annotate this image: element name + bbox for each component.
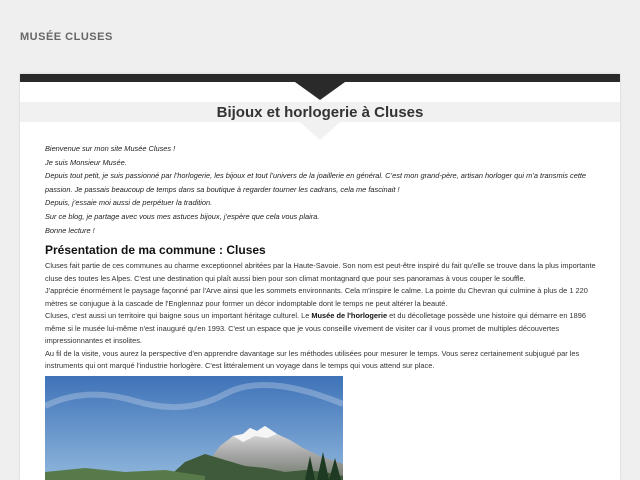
intro-line: Je suis Monsieur Musée. xyxy=(45,157,127,167)
intro-line: Bienvenue sur mon site Musée Cluses ! xyxy=(45,144,176,153)
page-title: Bijoux et horlogerie à Cluses xyxy=(216,104,424,121)
museum-link[interactable]: Musée de l'horlogerie xyxy=(311,311,388,320)
intro-line: Bonne lecture ! xyxy=(45,225,95,235)
site-title[interactable]: MUSÉE CLUSES xyxy=(20,31,113,43)
top-bar-notch xyxy=(295,82,345,100)
paragraph-text: et du décolletage possède une histoire qui démarre en 1896 même si le musée lui-même n'est inauguré qu'en 1993. C'est un espace que je vous conseille vivement de visiter car il vous promet de multiples découvertes impressionnantes et insolites. xyxy=(45,311,586,345)
paragraph xyxy=(45,310,605,348)
intro-text xyxy=(45,142,605,237)
paragraph-text: Cluses, c'est aussi un territoire qui baigne sous un important héritage culturel. Le xyxy=(45,311,312,320)
paragraph: Au fil de la visite, vous aurez la perspective d'en apprendre davantage sur les méthodes utilisées pour mesurer le temps. Vous serez certainement subjugué par les instruments qui ont marqué l'industrie horlogère. C'est littéralement un voyage dans le temps qui vous attend sur place. xyxy=(45,348,580,370)
main-content xyxy=(20,74,620,480)
top-bar xyxy=(20,74,620,82)
paragraph: Cluses fait partie de ces communes au charme exceptionnel abritées par la Haute-Savoie. Son nom est peut-être inspiré du fait qu'elle se trouve dans la plus importante cluse des toutes les Alpes. C'est une destination qui plaît aussi bien pour son climat montagnard que pour ses panoramas à vous couper le souffle. xyxy=(45,261,596,283)
mountain-photo xyxy=(45,376,343,480)
intro-line: Depuis, j’essaie moi aussi de perpétuer la tradition. xyxy=(45,198,213,208)
paragraph: J'apprécie énormément le paysage façonné par l'Arve ainsi que les sommets environnants. Cela m'inspire le calme. La pointe du Chevran qui culmine à plus de 1 220 mètres se conjugue à la cascade de l'Englennaz pour former un décor indomptable dont le temps ne peut altérer la beauté. xyxy=(45,286,588,308)
title-band-notch xyxy=(300,122,340,140)
section-body xyxy=(45,260,605,373)
intro-line: Depuis tout petit, je suis passionné par l’horlogerie, les bijoux et tout l’univers de la joaillerie en général. C’est mon grand-père, artisan horloger qui m’a transmis cette passion. Je passais beaucoup de temps dans sa boutique à regarder tourner les cadrans, cela me fascinait ! xyxy=(45,171,587,194)
section-heading: Présentation de ma commune : Cluses xyxy=(45,243,266,257)
intro-line: Sur ce blog, je partage avec vous mes astuces bijoux, j’espère que cela vous plaira. xyxy=(45,211,320,221)
